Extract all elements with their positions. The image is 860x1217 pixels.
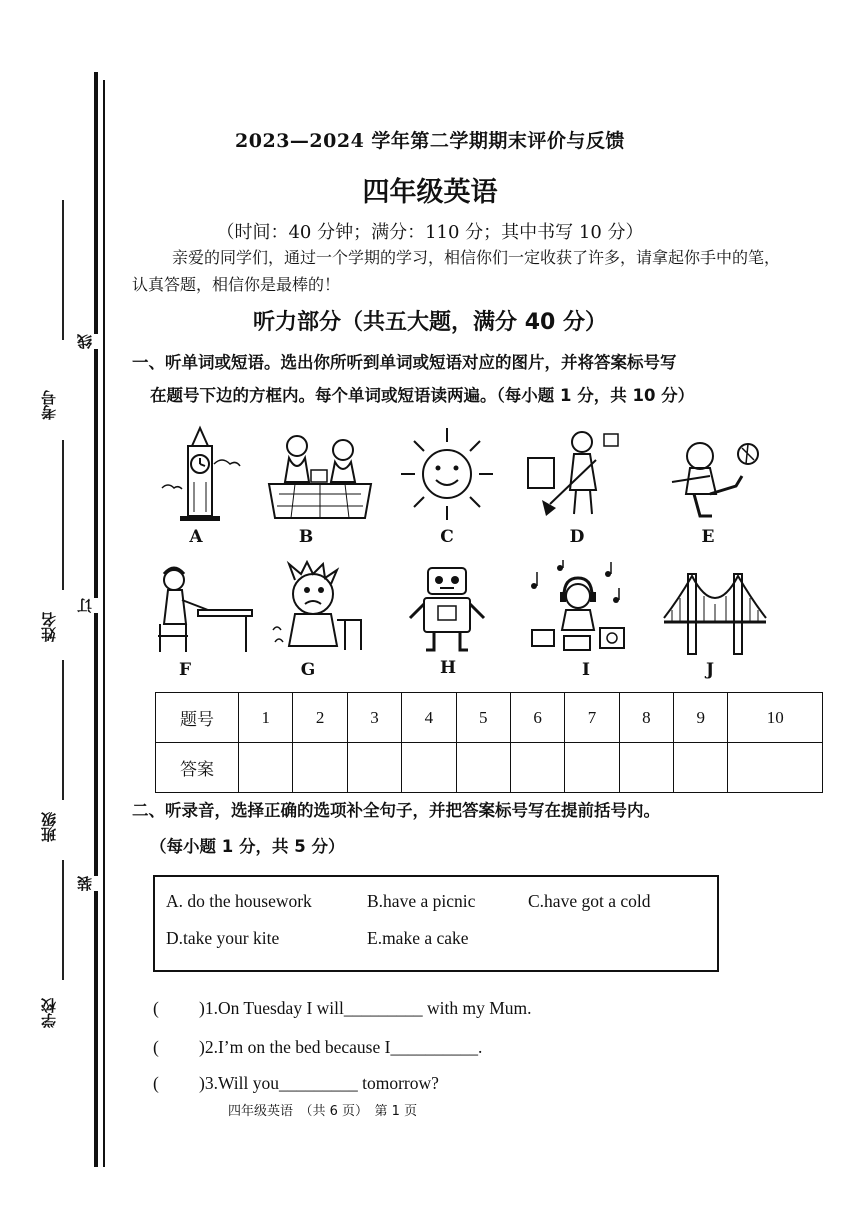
binding-rule-name (62, 440, 64, 590)
question-number-4: 4 (402, 693, 456, 743)
picnic-icon (265, 424, 375, 524)
table-head-number: 题号 (156, 693, 239, 743)
exam-subject: 四年级英语 (362, 177, 498, 208)
picture-label-h: H (439, 658, 457, 678)
question-text-1: )1.On Tuesday I will_________ with my Mum. (199, 998, 532, 1018)
picture-label-b: B (298, 527, 314, 547)
answer-cell-10[interactable] (728, 743, 823, 793)
option-e: E.make a cake (367, 928, 469, 948)
music-icon (520, 560, 630, 660)
robot-icon (392, 560, 502, 660)
answer-paren-3[interactable]: ( (153, 1073, 159, 1093)
question-number-10: 10 (728, 693, 823, 743)
football-icon (660, 424, 770, 524)
answer-paren-1[interactable]: ( (153, 998, 159, 1018)
binding-rule-class (62, 660, 64, 800)
answer-cell-5[interactable] (456, 743, 510, 793)
section2-subtitle: （每小题 1 分，共 5 分） (150, 837, 345, 856)
table-head-answer: 答案 (156, 743, 239, 793)
question-number-8: 8 (619, 693, 673, 743)
answer-cell-1[interactable] (239, 743, 293, 793)
greeting-text: 亲爱的同学们，通过一个学期的学习，相信你们一定收获了许多，请拿起你手中的笔，认真答题，相信你是最棒的！ (132, 248, 781, 294)
section1-title-line1: 一、听单词或短语。选出你所听到单词或短语对应的图片，并将答案标号写 (132, 353, 677, 372)
option-c: C.have got a cold (528, 891, 651, 911)
binding-mark-line: 线 (74, 334, 98, 349)
question-number-3: 3 (347, 693, 401, 743)
binding-rule-school (62, 860, 64, 980)
writing-girl-icon (150, 560, 260, 660)
answer-cell-2[interactable] (293, 743, 347, 793)
question-text-2: )2.I’m on the bed because I__________. (199, 1037, 483, 1057)
picture-label-a: A (189, 527, 203, 547)
question-number-1: 1 (239, 693, 293, 743)
page-footer: 四年级英语 （共 6 页） 第 1 页 (228, 1104, 418, 1119)
listening-part-title: 听力部分（共五大题，满分 40 分） (253, 310, 607, 335)
picture-label-c: C (440, 527, 454, 547)
binding-mark-staple: 订 (74, 598, 98, 613)
answer-cell-9[interactable] (674, 743, 728, 793)
answer-cell-8[interactable] (619, 743, 673, 793)
question-number-6: 6 (510, 693, 564, 743)
label-exam-number: 考号 (40, 390, 58, 420)
answer-paren-2[interactable]: ( (153, 1037, 159, 1057)
binding-mark-bind: 装 (74, 876, 98, 891)
picture-label-d: D (569, 527, 585, 547)
answer-cell-7[interactable] (565, 743, 619, 793)
section1-title (132, 346, 812, 412)
fill-question-1 (153, 998, 532, 1019)
section2-title: 二、听录音，选择正确的选项补全句子，并把答案标号写在提前括号内。 (132, 801, 660, 820)
question-number-2: 2 (293, 693, 347, 743)
answer-table (155, 692, 823, 793)
picture-label-g: G (300, 660, 316, 680)
picture-label-f: F (178, 660, 192, 680)
option-d: D.take your kite (166, 928, 280, 948)
picture-label-j: J (705, 660, 715, 680)
option-a: A. do the housework (166, 891, 312, 911)
question-number-9: 9 (674, 693, 728, 743)
bridge-icon (660, 560, 770, 660)
sun-icon (392, 424, 502, 524)
answer-table-answer-row (156, 743, 823, 793)
section1-title-line2: 在题号下边的方框内。每个单词或短语读两遍。（每小题 1 分，共 10 分） (150, 386, 695, 405)
fill-question-3 (153, 1073, 439, 1094)
option-b: B.have a picnic (367, 891, 476, 911)
picture-label-e: E (701, 527, 715, 547)
label-school: 学校 (40, 998, 58, 1028)
housework-icon (520, 424, 630, 524)
label-name: 姓名 (40, 612, 58, 642)
question-number-5: 5 (456, 693, 510, 743)
label-class: 班级 (40, 812, 58, 842)
answer-cell-3[interactable] (347, 743, 401, 793)
clock-tower-icon (150, 424, 260, 524)
sick-boy-icon (265, 560, 375, 660)
question-text-3: )3.Will you_________ tomorrow? (199, 1073, 439, 1093)
answer-table-number-row (156, 693, 823, 743)
question-number-7: 7 (565, 693, 619, 743)
answer-cell-4[interactable] (402, 743, 456, 793)
exam-time-info: （时间：40 分钟；满分：110 分；其中书写 10 分） (216, 222, 644, 243)
picture-label-i: I (582, 660, 590, 680)
fill-question-2 (153, 1037, 482, 1058)
exam-title: 2023—2024 学年第二学期期末评价与反馈 (235, 130, 625, 152)
answer-cell-6[interactable] (510, 743, 564, 793)
options-box (153, 875, 719, 972)
